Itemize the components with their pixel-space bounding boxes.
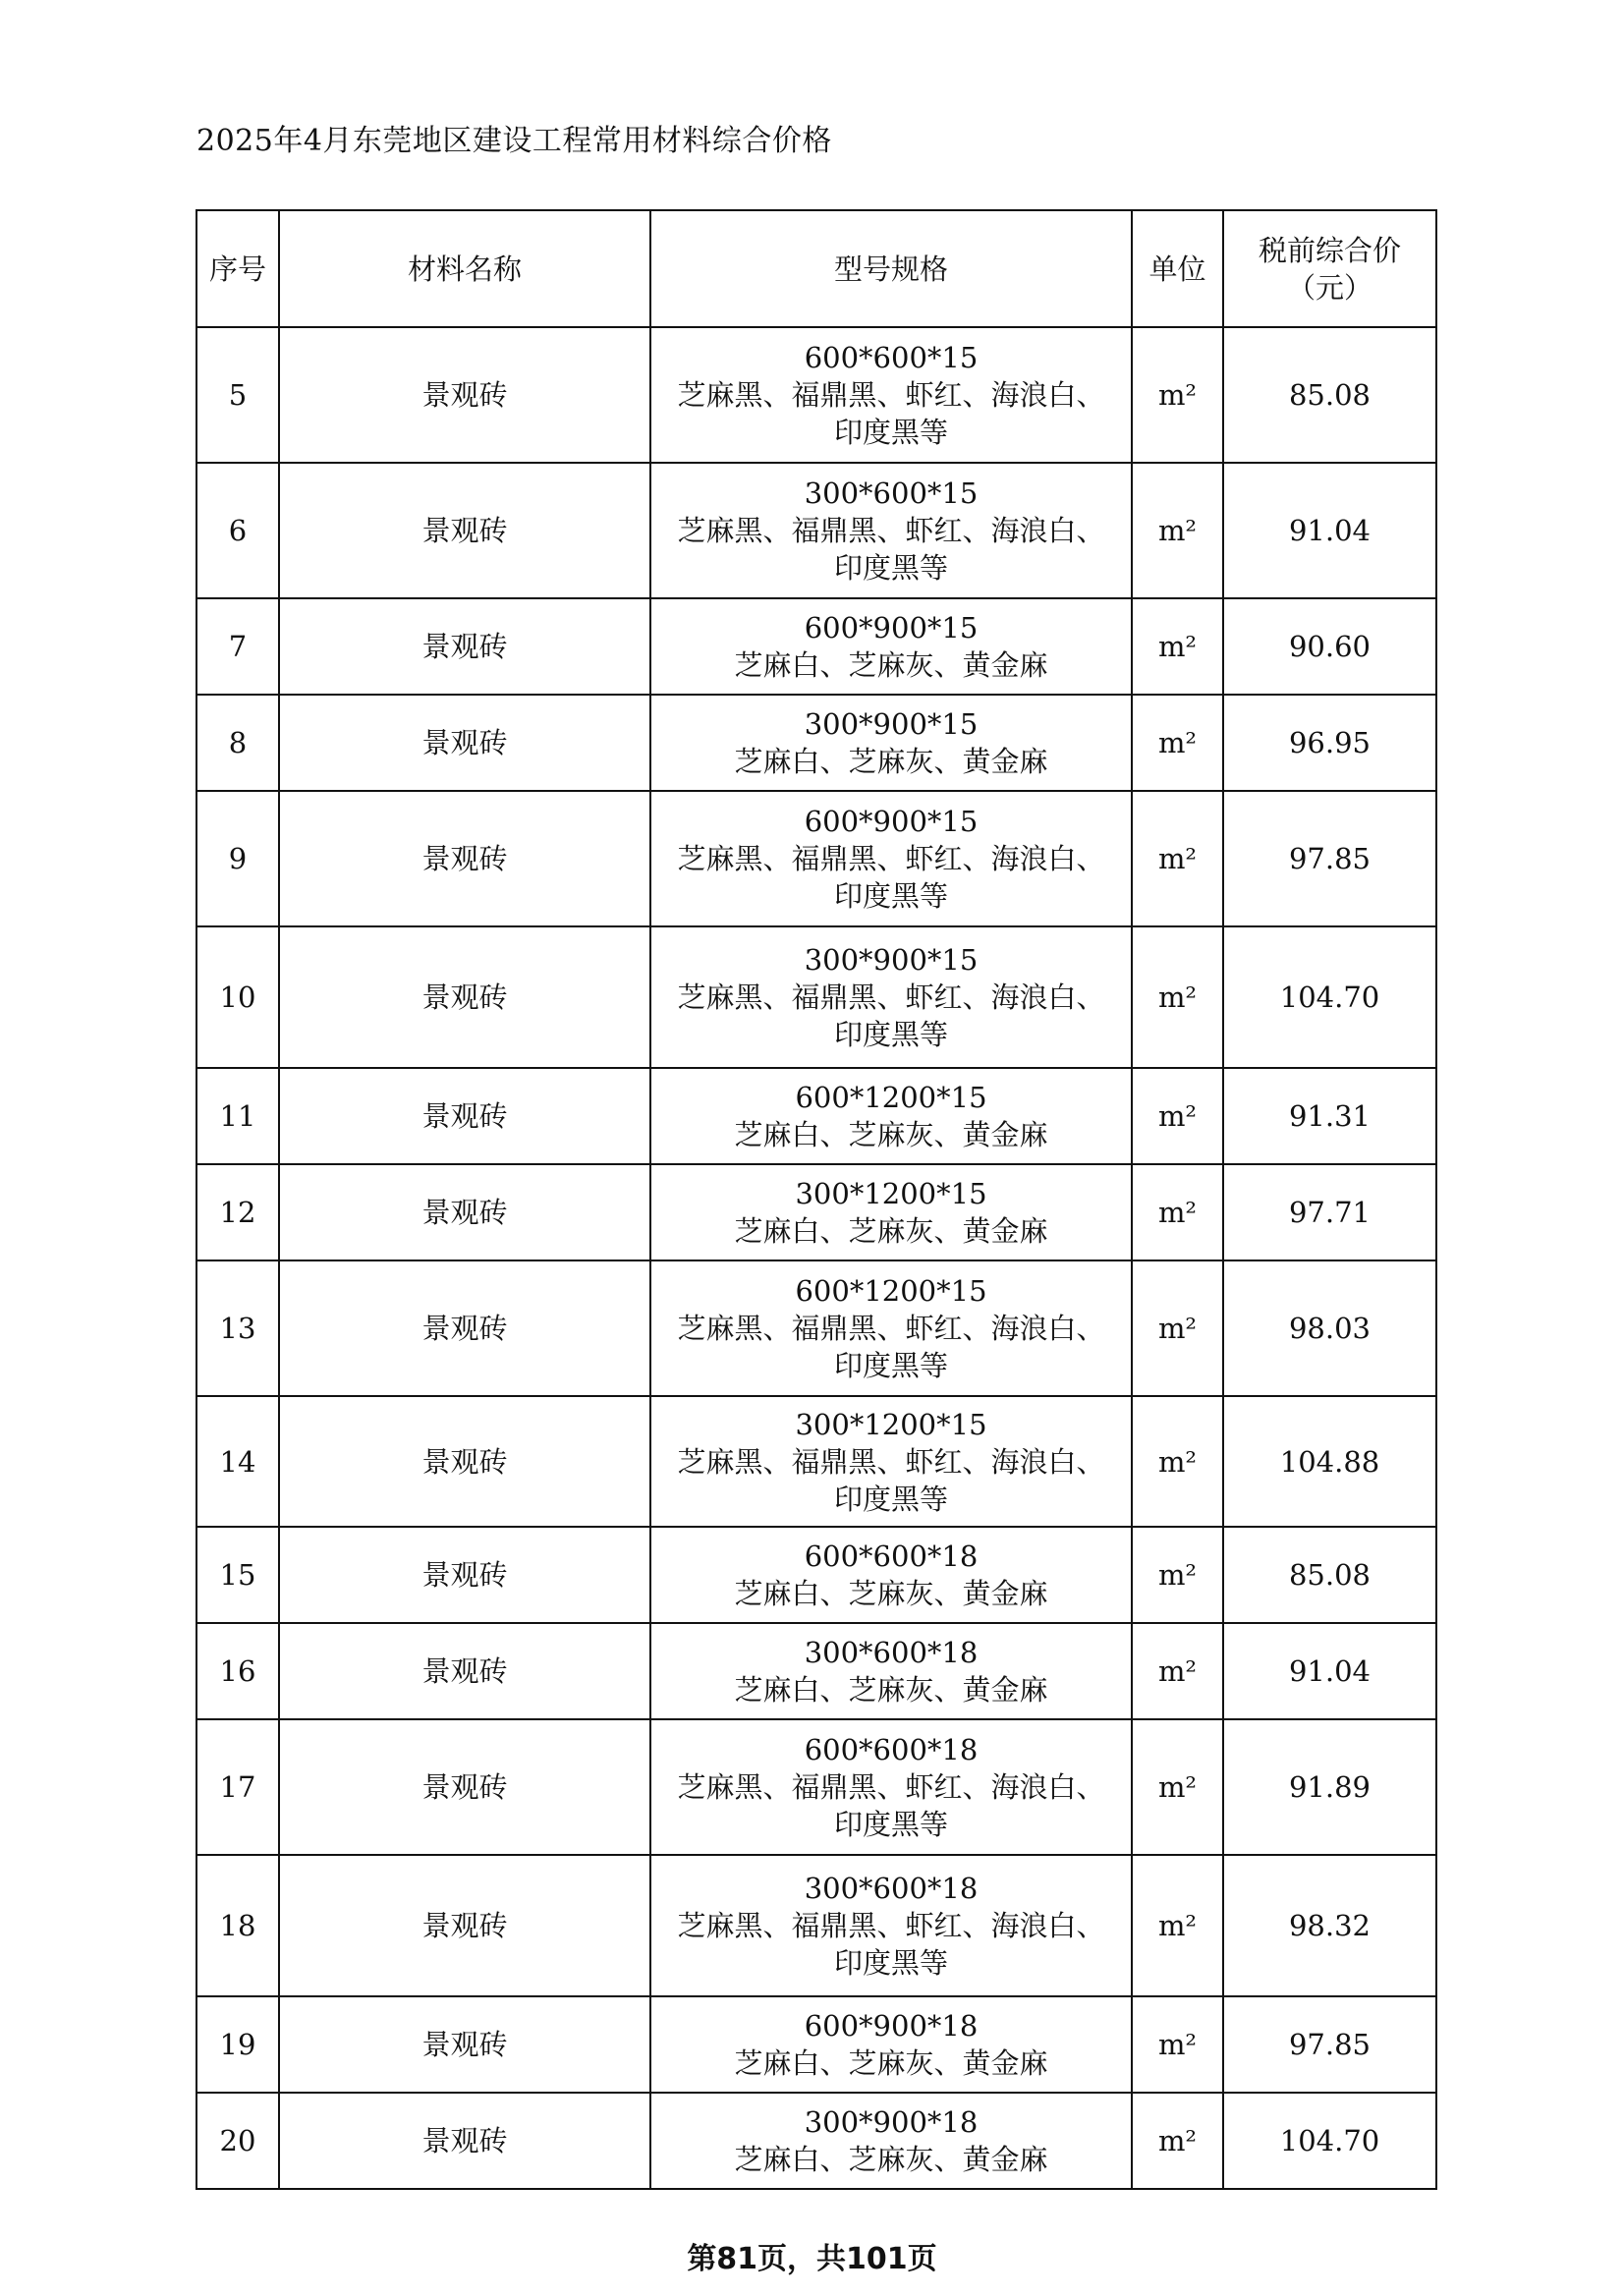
spec-cell: 300*600*15 芝麻黑、福鼎黑、虾红、海浪白、 印度黑等 [650,463,1132,598]
price-cell: 104.70 [1223,2093,1436,2189]
name-cell: 景观砖 [279,791,650,926]
unit-cell: m² [1132,695,1223,791]
table-row [196,1623,1436,1719]
header-spec: 型号规格 [650,210,1132,327]
table-row [196,1396,1436,1527]
seq-cell: 12 [196,1164,279,1260]
price-cell: 91.89 [1223,1719,1436,1855]
unit-cell: m² [1132,1996,1223,2093]
name-cell: 景观砖 [279,2093,650,2189]
name-cell: 景观砖 [279,1396,650,1527]
table-row [196,1068,1436,1164]
seq-cell: 7 [196,598,279,695]
spec-cell: 600*900*15 芝麻白、芝麻灰、黄金麻 [650,598,1132,695]
unit-cell: m² [1132,1260,1223,1396]
seq-cell: 10 [196,926,279,1068]
header-price-line2: （元） [1286,270,1372,305]
seq-cell: 20 [196,2093,279,2189]
unit-cell: m² [1132,926,1223,1068]
table-row [196,1719,1436,1855]
name-cell: 景观砖 [279,463,650,598]
name-cell: 景观砖 [279,327,650,463]
spec-cell: 600*1200*15 芝麻黑、福鼎黑、虾红、海浪白、 印度黑等 [650,1260,1132,1396]
seq-cell: 5 [196,327,279,463]
spec-cell: 300*600*18 芝麻黑、福鼎黑、虾红、海浪白、 印度黑等 [650,1855,1132,1996]
spec-cell: 600*600*15 芝麻黑、福鼎黑、虾红、海浪白、 印度黑等 [650,327,1132,463]
price-cell: 97.85 [1223,791,1436,926]
unit-cell: m² [1132,1623,1223,1719]
header-unit: 单位 [1132,210,1223,327]
price-cell: 96.95 [1223,695,1436,791]
price-cell: 98.03 [1223,1260,1436,1396]
price-cell: 104.70 [1223,926,1436,1068]
seq-cell: 6 [196,463,279,598]
name-cell: 景观砖 [279,1855,650,1996]
name-cell: 景观砖 [279,1260,650,1396]
price-cell: 97.71 [1223,1164,1436,1260]
table-row [196,1855,1436,1996]
spec-cell: 600*1200*15 芝麻白、芝麻灰、黄金麻 [650,1068,1132,1164]
spec-cell: 300*900*18 芝麻白、芝麻灰、黄金麻 [650,2093,1132,2189]
table-row [196,1527,1436,1623]
table-row [196,791,1436,926]
spec-cell: 600*600*18 芝麻黑、福鼎黑、虾红、海浪白、 印度黑等 [650,1719,1132,1855]
header-price-line1: 税前综合价 [1258,233,1401,267]
table-header-row [196,210,1436,327]
unit-cell: m² [1132,791,1223,926]
name-cell: 景观砖 [279,1164,650,1260]
price-cell: 104.88 [1223,1396,1436,1527]
price-cell: 90.60 [1223,598,1436,695]
name-cell: 景观砖 [279,695,650,791]
table-row [196,598,1436,695]
spec-cell: 300*600*18 芝麻白、芝麻灰、黄金麻 [650,1623,1132,1719]
header-name: 材料名称 [279,210,650,327]
unit-cell: m² [1132,598,1223,695]
unit-cell: m² [1132,1396,1223,1527]
price-cell: 85.08 [1223,1527,1436,1623]
unit-cell: m² [1132,1068,1223,1164]
seq-cell: 13 [196,1260,279,1396]
unit-cell: m² [1132,463,1223,598]
spec-cell: 600*900*15 芝麻黑、福鼎黑、虾红、海浪白、 印度黑等 [650,791,1132,926]
unit-cell: m² [1132,1855,1223,1996]
price-cell: 91.04 [1223,1623,1436,1719]
unit-cell: m² [1132,1527,1223,1623]
spec-cell: 600*600*18 芝麻白、芝麻灰、黄金麻 [650,1527,1132,1623]
document-title: 2025年4月东莞地区建设工程常用材料综合价格 [196,124,832,158]
unit-cell: m² [1132,1164,1223,1260]
name-cell: 景观砖 [279,1719,650,1855]
unit-cell: m² [1132,327,1223,463]
spec-cell: 600*900*18 芝麻白、芝麻灰、黄金麻 [650,1996,1132,2093]
name-cell: 景观砖 [279,1623,650,1719]
page-footer: 第81页，共101页 [687,2242,937,2276]
unit-cell: m² [1132,1719,1223,1855]
name-cell: 景观砖 [279,598,650,695]
table-row [196,327,1436,463]
table-row [196,1260,1436,1396]
price-cell: 97.85 [1223,1996,1436,2093]
price-cell: 91.04 [1223,463,1436,598]
seq-cell: 14 [196,1396,279,1527]
table-row [196,1164,1436,1260]
price-cell: 85.08 [1223,327,1436,463]
seq-cell: 9 [196,791,279,926]
name-cell: 景观砖 [279,1996,650,2093]
seq-cell: 17 [196,1719,279,1855]
price-table [196,209,1437,2190]
seq-cell: 11 [196,1068,279,1164]
table-row [196,926,1436,1068]
table-row [196,463,1436,598]
seq-cell: 15 [196,1527,279,1623]
unit-cell: m² [1132,2093,1223,2189]
header-seq: 序号 [196,210,279,327]
price-cell: 98.32 [1223,1855,1436,1996]
table-body [196,327,1436,2189]
price-cell: 91.31 [1223,1068,1436,1164]
seq-cell: 8 [196,695,279,791]
seq-cell: 16 [196,1623,279,1719]
name-cell: 景观砖 [279,1068,650,1164]
spec-cell: 300*900*15 芝麻白、芝麻灰、黄金麻 [650,695,1132,791]
name-cell: 景观砖 [279,1527,650,1623]
table-row [196,695,1436,791]
spec-cell: 300*900*15 芝麻黑、福鼎黑、虾红、海浪白、 印度黑等 [650,926,1132,1068]
spec-cell: 300*1200*15 芝麻白、芝麻灰、黄金麻 [650,1164,1132,1260]
spec-cell: 300*1200*15 芝麻黑、福鼎黑、虾红、海浪白、 印度黑等 [650,1396,1132,1527]
seq-cell: 18 [196,1855,279,1996]
table-row [196,1996,1436,2093]
table-row [196,2093,1436,2189]
name-cell: 景观砖 [279,926,650,1068]
seq-cell: 19 [196,1996,279,2093]
header-price [1223,210,1436,327]
